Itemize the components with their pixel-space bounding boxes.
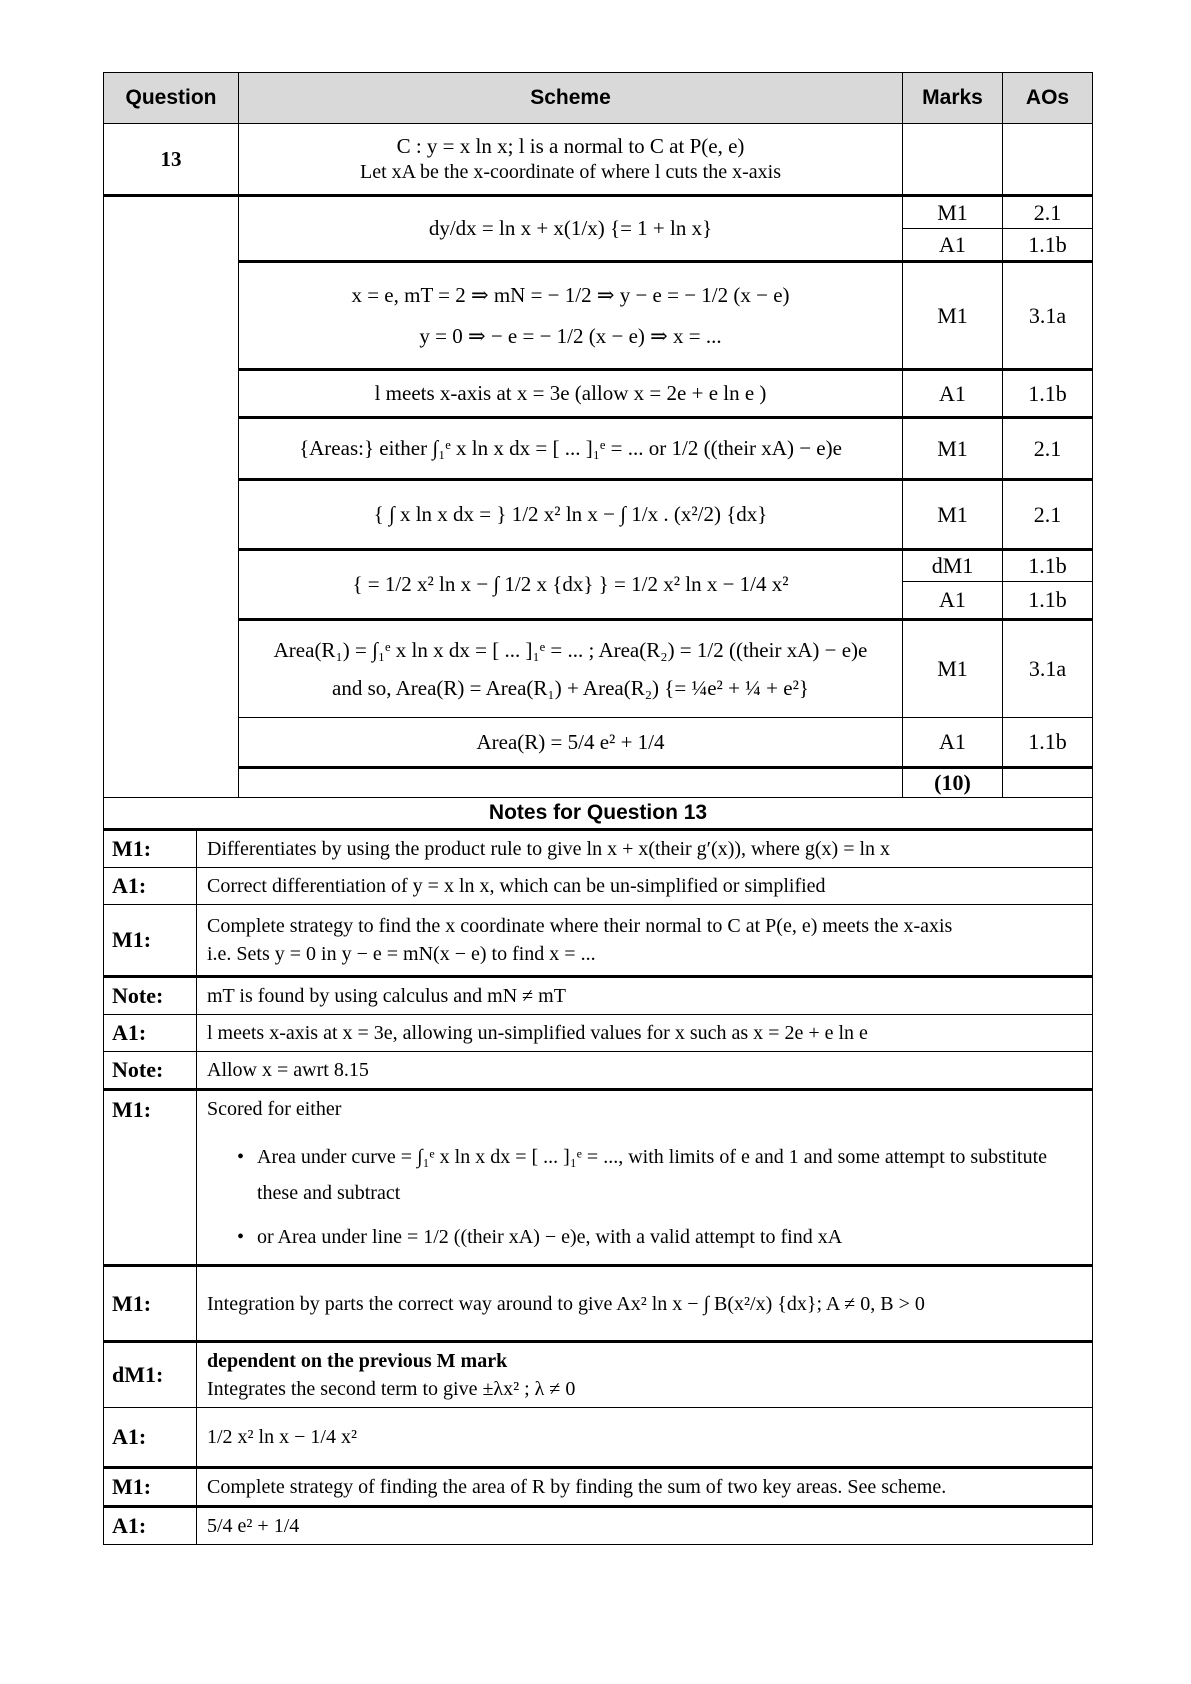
mark: A1	[903, 229, 1003, 262]
note-label: A1:	[104, 1015, 197, 1052]
ao: 1.1b	[1003, 229, 1093, 262]
notes-table	[103, 797, 1093, 1545]
ao: 1.1b	[1003, 718, 1093, 768]
mark: A1	[903, 582, 1003, 620]
note-row	[104, 1015, 1093, 1052]
scheme-cell	[239, 262, 903, 370]
scheme-cell: {Areas:} either ∫₁ᵉ x ln x dx = [ ... ]₁ᵉ = ... or 1/2 ((their xA) − e)e	[239, 418, 903, 480]
note-label: M1:	[104, 905, 197, 977]
note-text	[197, 905, 1093, 977]
note-text	[197, 1090, 1093, 1266]
ao: 2.1	[1003, 480, 1093, 550]
header-marks: Marks	[903, 73, 1003, 124]
note-line: Complete strategy to find the x coordinate where their normal to C at P(e, e) meets the x-axis	[207, 915, 953, 937]
note-line: i.e. Sets y = 0 in y − e = mN(x − e) to find x = ...	[207, 943, 596, 965]
note-text: Complete strategy of finding the area of R by finding the sum of two key areas. See scheme.	[197, 1468, 1093, 1507]
note-row	[104, 1052, 1093, 1090]
mark: A1	[903, 370, 1003, 418]
header-question: Question	[104, 73, 239, 124]
notes-title: Notes for Question 13	[104, 798, 1093, 830]
note-text: Differentiates by using the product rule to give ln x + x(their g′(x)), where g(x) = ln x	[197, 830, 1093, 868]
intro-cell	[239, 124, 903, 196]
mark: M1	[903, 480, 1003, 550]
scheme-cell: { = 1/2 x² ln x − ∫ 1/2 x {dx} } = 1/2 x² ln x − 1/4 x²	[239, 550, 903, 620]
note-row	[104, 830, 1093, 868]
note-label: M1:	[104, 1090, 197, 1266]
note-text	[197, 1342, 1093, 1408]
header-scheme: Scheme	[239, 73, 903, 124]
ao: 1.1b	[1003, 582, 1093, 620]
note-text: Integration by parts the correct way around to give Ax² ln x − ∫ B(x²/x) {dx}; A ≠ 0, B > 0	[197, 1266, 1093, 1342]
note-bullet: • Area under curve = ∫₁ᵉ x ln x dx = [ ... ]₁ᵉ = ..., with limits of e and 1 and some attempt to substitute these and subtract	[207, 1139, 1082, 1211]
note-text: 5/4 e² + 1/4	[197, 1507, 1093, 1545]
note-label: Note:	[104, 977, 197, 1015]
note-label: A1:	[104, 1408, 197, 1468]
scheme-table	[103, 72, 1093, 798]
question-number: 13	[104, 124, 239, 196]
scheme-cell: Area(R) = 5/4 e² + 1/4	[239, 718, 903, 768]
note-row	[104, 1468, 1093, 1507]
ao: 2.1	[1003, 418, 1093, 480]
scheme-line: x = e, mT = 2 ⇒ mN = − 1/2 ⇒ y − e = − 1/2 (x − e)	[351, 283, 790, 308]
note-label: M1:	[104, 1266, 197, 1342]
scheme-cell	[239, 620, 903, 718]
note-line: Integrates the second term to give ±λx² ; λ ≠ 0	[207, 1378, 576, 1400]
note-row	[104, 1090, 1093, 1266]
note-label: M1:	[104, 1468, 197, 1507]
total-marks: (10)	[903, 768, 1003, 798]
header-aos: AOs	[1003, 73, 1093, 124]
note-text: Allow x = awrt 8.15	[197, 1052, 1093, 1090]
note-text: 1/2 x² ln x − 1/4 x²	[197, 1408, 1093, 1468]
mark: M1	[903, 418, 1003, 480]
scheme-row	[104, 370, 1093, 418]
note-row	[104, 868, 1093, 905]
table-header	[104, 73, 1093, 124]
note-row	[104, 1342, 1093, 1408]
note-bullet: • or Area under line = 1/2 ((their xA) − e)e, with a valid attempt to find xA	[207, 1223, 1082, 1251]
scheme-row	[104, 262, 1093, 370]
intro-row	[104, 124, 1093, 196]
scheme-row	[104, 480, 1093, 550]
mark: dM1	[903, 550, 1003, 582]
total-row	[104, 768, 1093, 798]
scheme-cell: { ∫ x ln x dx = } 1/2 x² ln x − ∫ 1/x . (x²/2) {dx}	[239, 480, 903, 550]
note-row	[104, 1507, 1093, 1545]
note-line: dependent on the previous M mark	[207, 1350, 508, 1372]
note-row	[104, 1266, 1093, 1342]
note-row	[104, 977, 1093, 1015]
scheme-line: y = 0 ⇒ − e = − 1/2 (x − e) ⇒ x = ...	[419, 323, 722, 348]
scheme-row	[104, 196, 1093, 229]
mark: M1	[903, 262, 1003, 370]
scheme-row	[104, 550, 1093, 582]
note-label: M1:	[104, 830, 197, 868]
ao: 3.1a	[1003, 620, 1093, 718]
note-text: mT is found by using calculus and mN ≠ mT	[197, 977, 1093, 1015]
mark-scheme-page	[103, 72, 1092, 1545]
scheme-line: and so, Area(R) = Area(R₁) + Area(R₂) {= ¼e² + ¼ + e²}	[332, 676, 809, 700]
mark: A1	[903, 718, 1003, 768]
note-row	[104, 1408, 1093, 1468]
note-label: dM1:	[104, 1342, 197, 1408]
ao: 3.1a	[1003, 262, 1093, 370]
note-line: Scored for either	[207, 1098, 342, 1120]
intro-line: C : y = x ln x; l is a normal to C at P(e, e)	[396, 134, 745, 159]
note-row	[104, 905, 1093, 977]
mark: M1	[903, 620, 1003, 718]
note-label: A1:	[104, 1507, 197, 1545]
note-text: l meets x-axis at x = 3e, allowing un-simplified values for x such as x = 2e + e ln e	[197, 1015, 1093, 1052]
mark: M1	[903, 196, 1003, 229]
scheme-cell: dy/dx = ln x + x(1/x) {= 1 + ln x}	[239, 196, 903, 262]
scheme-row	[104, 418, 1093, 480]
scheme-row	[104, 620, 1093, 718]
ao: 2.1	[1003, 196, 1093, 229]
intro-line: Let xA be the x-coordinate of where l cuts the x-axis	[360, 160, 781, 183]
note-text: Correct differentiation of y = x ln x, which can be un-simplified or simplified	[197, 868, 1093, 905]
note-label: Note:	[104, 1052, 197, 1090]
note-label: A1:	[104, 868, 197, 905]
scheme-cell: l meets x-axis at x = 3e (allow x = 2e + e ln e )	[239, 370, 903, 418]
scheme-line: Area(R₁) = ∫₁ᵉ x ln x dx = [ ... ]₁ᵉ = ... ; Area(R₂) = 1/2 ((their xA) − e)e	[273, 637, 868, 662]
scheme-row	[104, 718, 1093, 768]
ao: 1.1b	[1003, 550, 1093, 582]
ao: 1.1b	[1003, 370, 1093, 418]
